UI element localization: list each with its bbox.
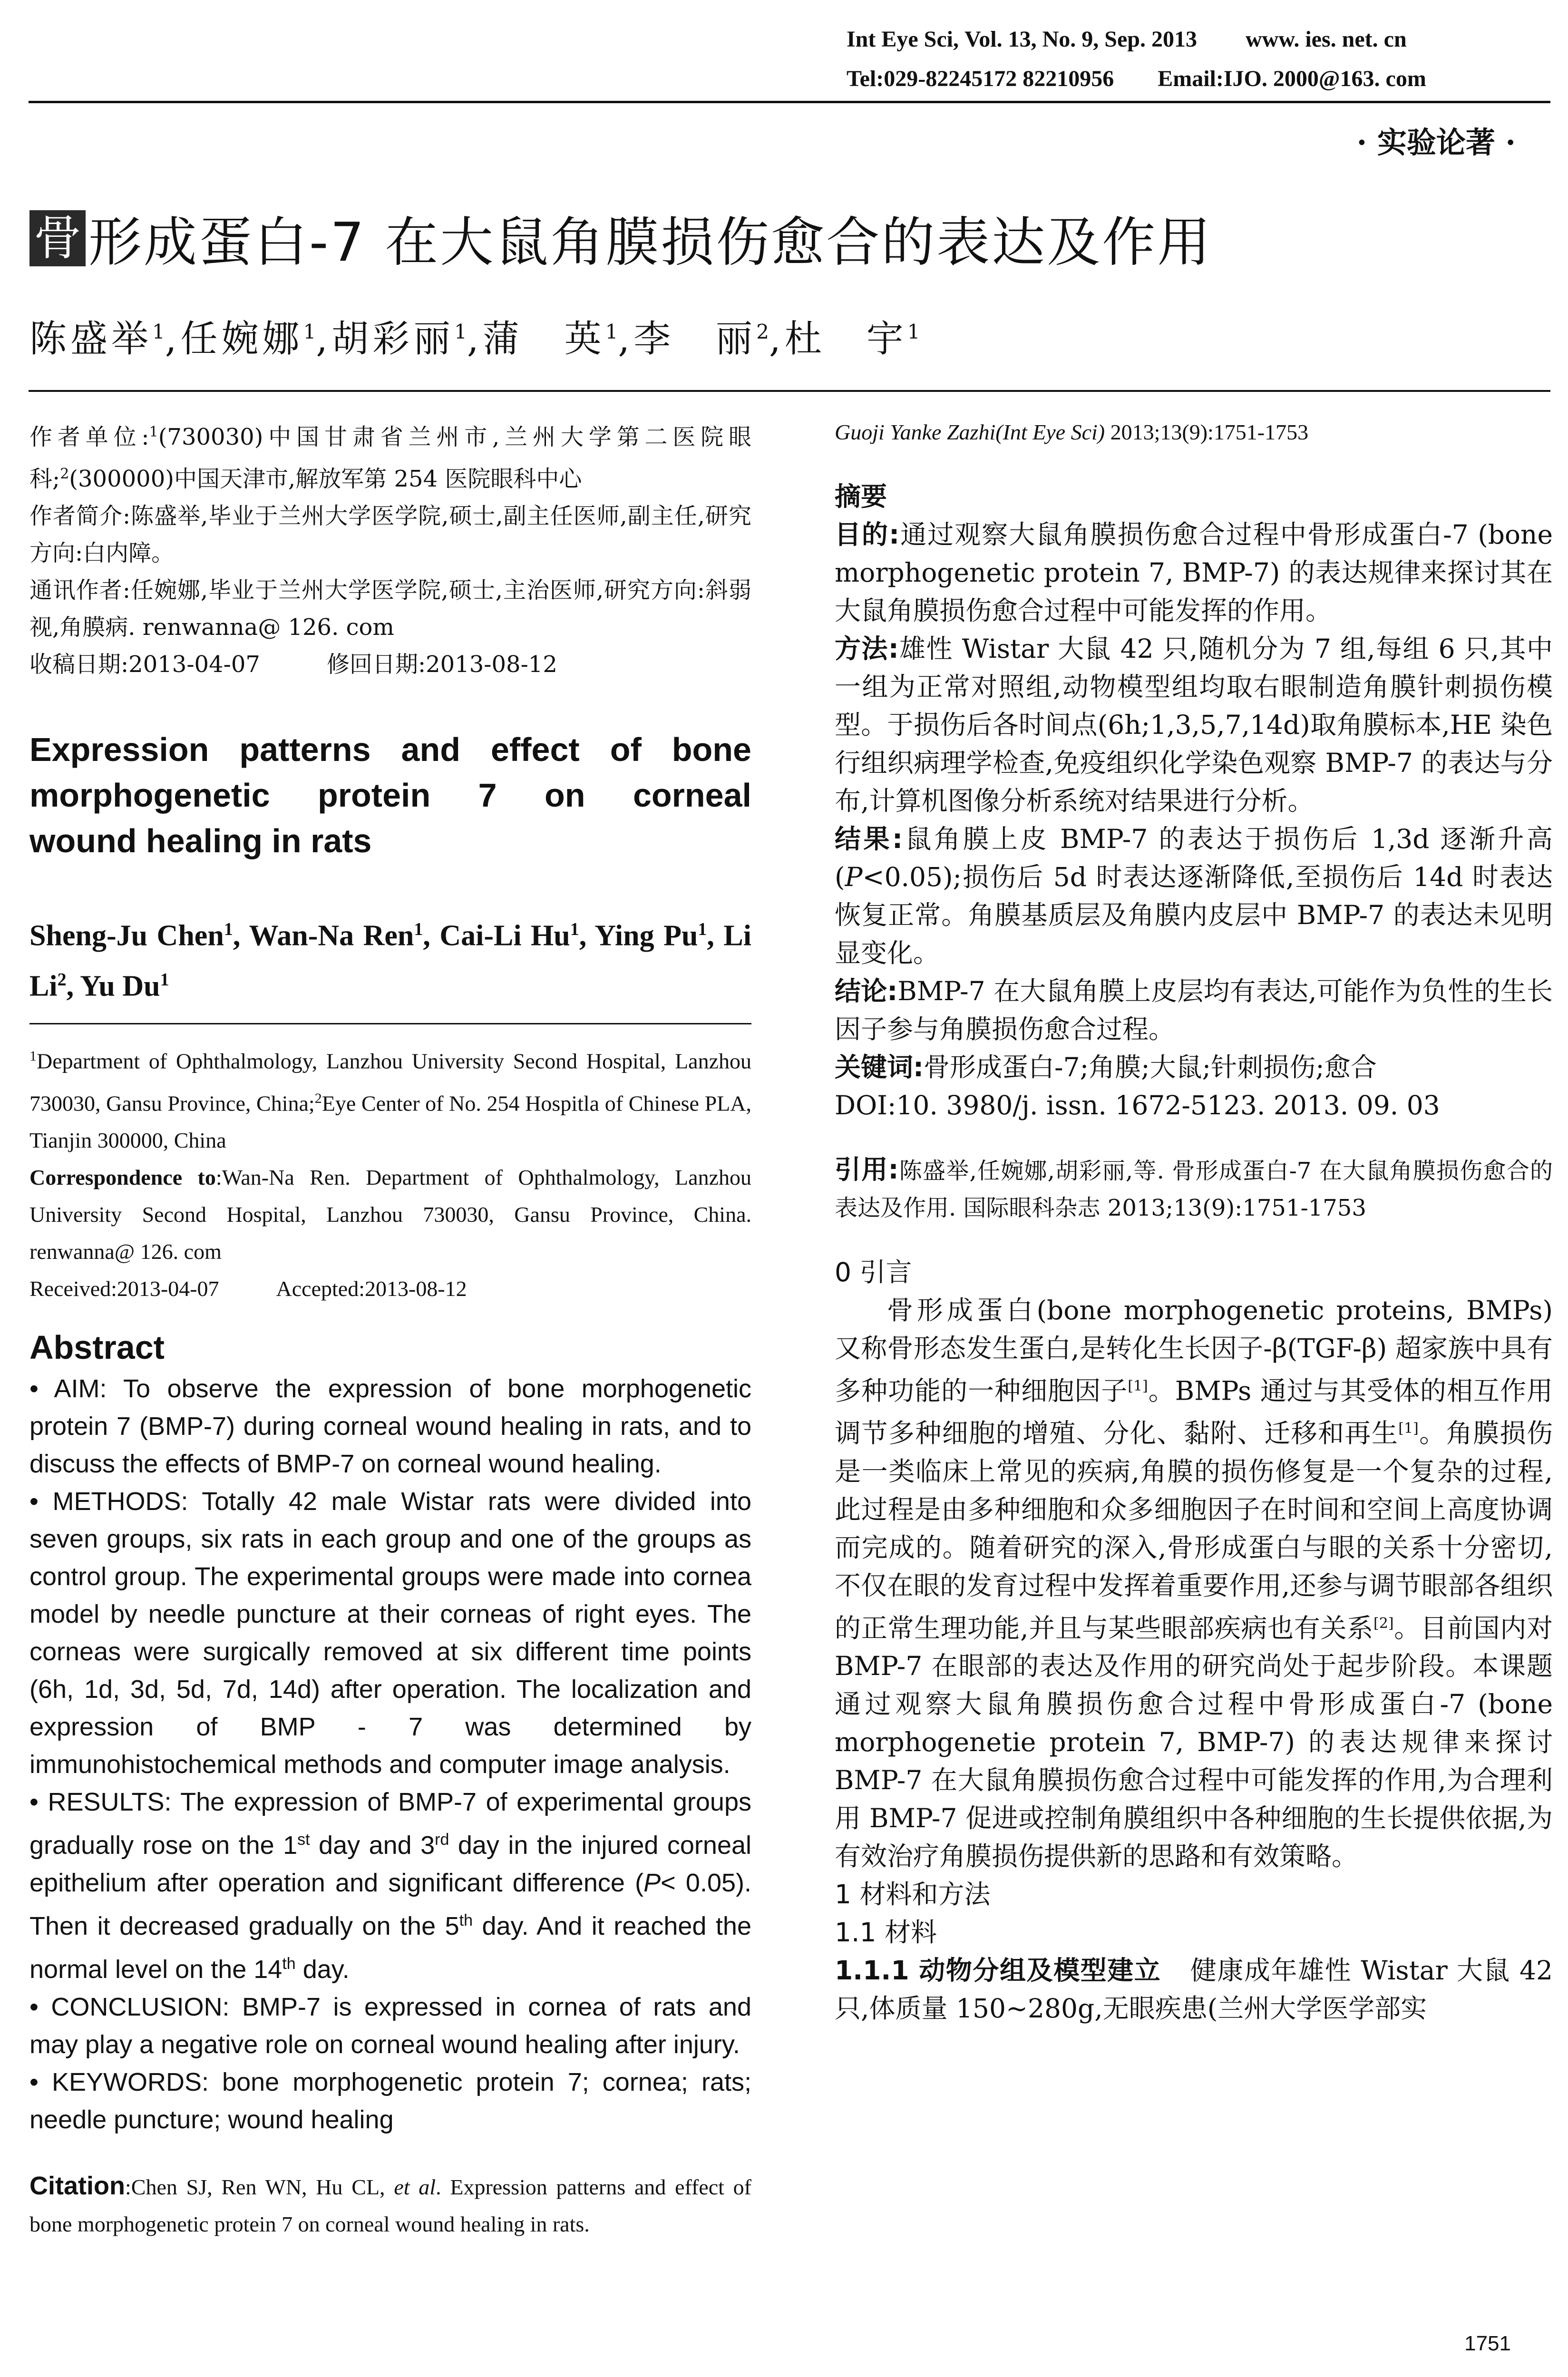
title-initial-char: 骨 (29, 210, 86, 266)
methods-text: 1.1.1 动物分组及模型建立 健康成年雄性 Wistar 大鼠 42 只,体质量 150~280g,无眼疾患(兰州大学医学部实 (835, 1955, 1553, 2024)
intro-heading: 0 引言 (835, 1257, 912, 1287)
running-header-line2 (847, 66, 1550, 92)
author-cn: 胡彩丽$^1$ (331, 318, 467, 360)
affiliation-rule (29, 1023, 751, 1024)
left-column (29, 414, 751, 2243)
abstract-cn-results: 结果:鼠角膜上皮 BMP-7 的表达于损伤后 1,3d 逐渐升高(P<0.05);损伤后 5d 时表达逐渐降低,至损伤后 14d 时表达恢复正常。角膜基质层及角膜内皮层中 BMP-7 的表达未见明显变化。 (835, 824, 1553, 968)
doi: DOI:10. 3980/j. issn. 1672-5123. 2013. 09. 03 (835, 1090, 1440, 1120)
intro-paragraph: 骨形成蛋白(bone morphogenetic proteins, BMPs) 又称骨形态发生蛋白,是转化生长因子-β(TGF-β) 超家族中具有多种功能的一种细胞因子[1]。BMPs 通过与其受体的相互作用调节多种细胞的增殖、分化、黏附、迁移和再生[1]。角膜损伤是一类临床上常见的疾病,角膜的损伤修复是一个复杂的过程,此过程是由多种细胞和众多细胞因子在时间和空间上高度协调而完成的。随着研究的深入,骨形成蛋白与眼的关系十分密切,不仅在眼的发育过程中发挥着重要作用,还参与调节眼部各组织的正常生理功能,并且与某些眼部疾病也有关系[2]。目前国内对 BMP-7 在眼部的表达及作用的研究尚处于起步阶段。本课题通过观察大鼠角膜损伤愈合过程中骨形成蛋白-7 (bone morphogenetie protein 7, BMP-7) 的表达规律来探讨 BMP-7 在大鼠角膜损伤愈合过程中可能发挥的作用,为合理利用 BMP-7 促进或控制角膜组织中各种细胞的生长提供依据,为有效治疗角膜损伤提供新的思路和有效策略。 (835, 1295, 1553, 1871)
page-number: 1751 (1464, 2332, 1511, 2355)
author-bio-cn: 作者简介:陈盛举,毕业于兰州大学医学院,硕士,副主任医师,副主任,研究方向:白内障。 (29, 503, 751, 566)
journal-issue: No. 9 (1042, 27, 1093, 52)
abstract-cn-heading: 摘要 (835, 481, 887, 512)
citation-cn: 引用:陈盛举,任婉娜,胡彩丽,等. 骨形成蛋白-7 在大鼠角膜损伤愈合的表达及作用. 国际眼科杂志 2013;13(9):1751-1753 (835, 1154, 1553, 1221)
author-cn: 任婉娜$^1$ (180, 318, 316, 360)
abstract-heading: Abstract (29, 1328, 165, 1366)
author-cn: 杜 宇$^1$ (784, 318, 920, 360)
abstract-cn (835, 477, 1553, 1124)
introduction (835, 1253, 1553, 2027)
affiliation-en: $^1$Department of Ophthalmology, Lanzhou University Second Hospital, Lanzhou 730030, Gansu Province, China;$^2$Eye Center of No. 254 Hospitla of Chinese PLA, Tianjin 300000, China Correspondence to:Wan-Na Ren. Department of Ophthalmology, Lanzhou University Second Hospital, Lanzhou 730030, Gansu Province, China. renwanna@ 126. com Received:2013-04-07 Accepted:2013-08-12 (29, 1048, 752, 1301)
methods-heading: 1 材料和方法 (835, 1879, 991, 1909)
correspondence-cn: 通讯作者:任婉娜,毕业于兰州大学医学院,硕士,主治医师,研究方向:斜弱视,角膜病. renwanna@ 126. com (29, 577, 751, 641)
citation-en-continued: Guoji Yanke Zazhi(Int Eye Sci) 2013;13(9):1751-1753 (835, 420, 1309, 444)
materials-heading: 1.1 材料 (835, 1917, 937, 1948)
article-title (29, 200, 1212, 276)
abstract-methods: • METHODS: Totally 42 male Wistar rats were divided into seven groups, six rats in each group and one of the groups as control group. The experimental groups were made into cornea model by needle puncture at their corneas of right eyes. The corneas were surgically removed at six different time points (6h, 1d, 3d, 5d, 7d, 14d) after operation. The localization and expression of BMP - 7 was determined by immunohistochemical methods and computer image analysis. (29, 1487, 751, 1779)
title-text: 形成蛋白-7 在大鼠角膜损伤愈合的表达及作用 (88, 212, 1213, 273)
abstract-cn-methods: 方法:雄性 Wistar 大鼠 42 只,随机分为 7 组,每组 6 只,其中一组为正常对照组,动物模型组均取右眼制造角膜针刺损伤模型。于损伤后各时间点(6h;1,3,5,7,14d)取角膜标本,HE 染色行组织病理学检查,免疫组织化学染色观察 BMP-7 的表达与分布,计算机图像分析系统对结果进行分析。 (835, 633, 1553, 816)
citation-en: Citation:Chen SJ, Ren WN, Hu CL, et al. Expression patterns and effect of bone morphogenetic protein 7 on corneal wound healing in rats. (29, 2171, 751, 2236)
abstract-keywords: • KEYWORDS: bone morphogenetic protein 7; cornea; rats; needle puncture; wound healing (29, 2067, 751, 2134)
correspondence-label: Correspondence to (29, 1165, 216, 1189)
dates-cn: 收稿日期:2013-04-07 修回日期:2013-08-12 (29, 651, 557, 678)
author-cn: 陈盛举$^1$ (29, 318, 165, 360)
journal-name: Int Eye Sci (847, 27, 954, 52)
affiliation-cn: 作者单位:$^1$(730030)中国甘肃省兰州市,兰州大学第二医院眼科;$^2$(300000)中国天津市,解放军第 254 医院眼科中心 (29, 424, 751, 492)
right-column (835, 414, 1553, 2027)
english-title: Expression patterns and effect of bone morphogenetic protein 7 on corneal wound healing in rats (29, 731, 751, 859)
abstract-en (29, 1370, 751, 2139)
abstract-conclusion: • CONCLUSION: BMP-7 is expressed in cornea of rats and may play a negative role on corneal wound healing after injury. (29, 1992, 751, 2059)
authors-en: Sheng-Ju Chen$^1$, Wan-Na Ren$^1$, Cai-Li Hu$^1$, Ying Pu$^1$, Li Li$^2$, Yu Du$^1$ (29, 919, 751, 1003)
author-cn: 蒲 英$^1$ (482, 318, 618, 360)
abstract-results: • RESULTS: The expression of BMP-7 of experimental groups gradually rose on the 1st day and 3rd day in the injured corneal epithelium after operation and significant difference (P< 0.05). Then it decreased gradually on the 5th day. And it reached the normal level on the 14th day. (29, 1787, 752, 1984)
title-rule (29, 390, 1550, 392)
journal-date: Sep. 2013 (1104, 27, 1197, 52)
journal-volume: Vol. 13 (964, 27, 1031, 52)
running-header-line1: Int Eye Sci, Vol. 13, No. 9, Sep. 2013 www. ies. net. cn (847, 27, 1407, 52)
abstract-cn-keywords: 关键词:骨形成蛋白-7;角膜;大鼠;针刺损伤;愈合 (835, 1052, 1377, 1082)
authors-cn: 陈盛举$^1$,任婉娜$^1$,胡彩丽$^1$,蒲 英$^1$,李 丽$^2$,杜 宇$^1$ (29, 318, 920, 360)
journal-email: Email:IJO. 2000@163. com (1158, 66, 1426, 91)
author-info-cn (29, 414, 751, 683)
author-cn: 李 丽$^2$ (633, 318, 769, 360)
journal-website: www. ies. net. cn (1245, 27, 1407, 52)
abstract-aim: • AIM: To observe the expression of bone morphogenetic protein 7 (BMP-7) during corneal wound healing in rats, and to discuss the effects of BMP-7 on corneal wound healing. (29, 1374, 751, 1478)
header-rule (29, 101, 1550, 103)
journal-tel: Tel:029-82245172 82210956 (847, 66, 1114, 91)
section-label: · 实验论著 · (1356, 125, 1516, 160)
abstract-cn-aim: 目的:通过观察大鼠角膜损伤愈合过程中骨形成蛋白-7 (bone morphogenetic protein 7, BMP-7) 的表达规律来探讨其在大鼠角膜损伤愈合过程中可能发挥的作用。 (835, 519, 1553, 626)
abstract-cn-conclusion: 结论:BMP-7 在大鼠角膜上皮层均有表达,可能作为负性的生长因子参与角膜损伤愈合过程。 (835, 976, 1553, 1044)
